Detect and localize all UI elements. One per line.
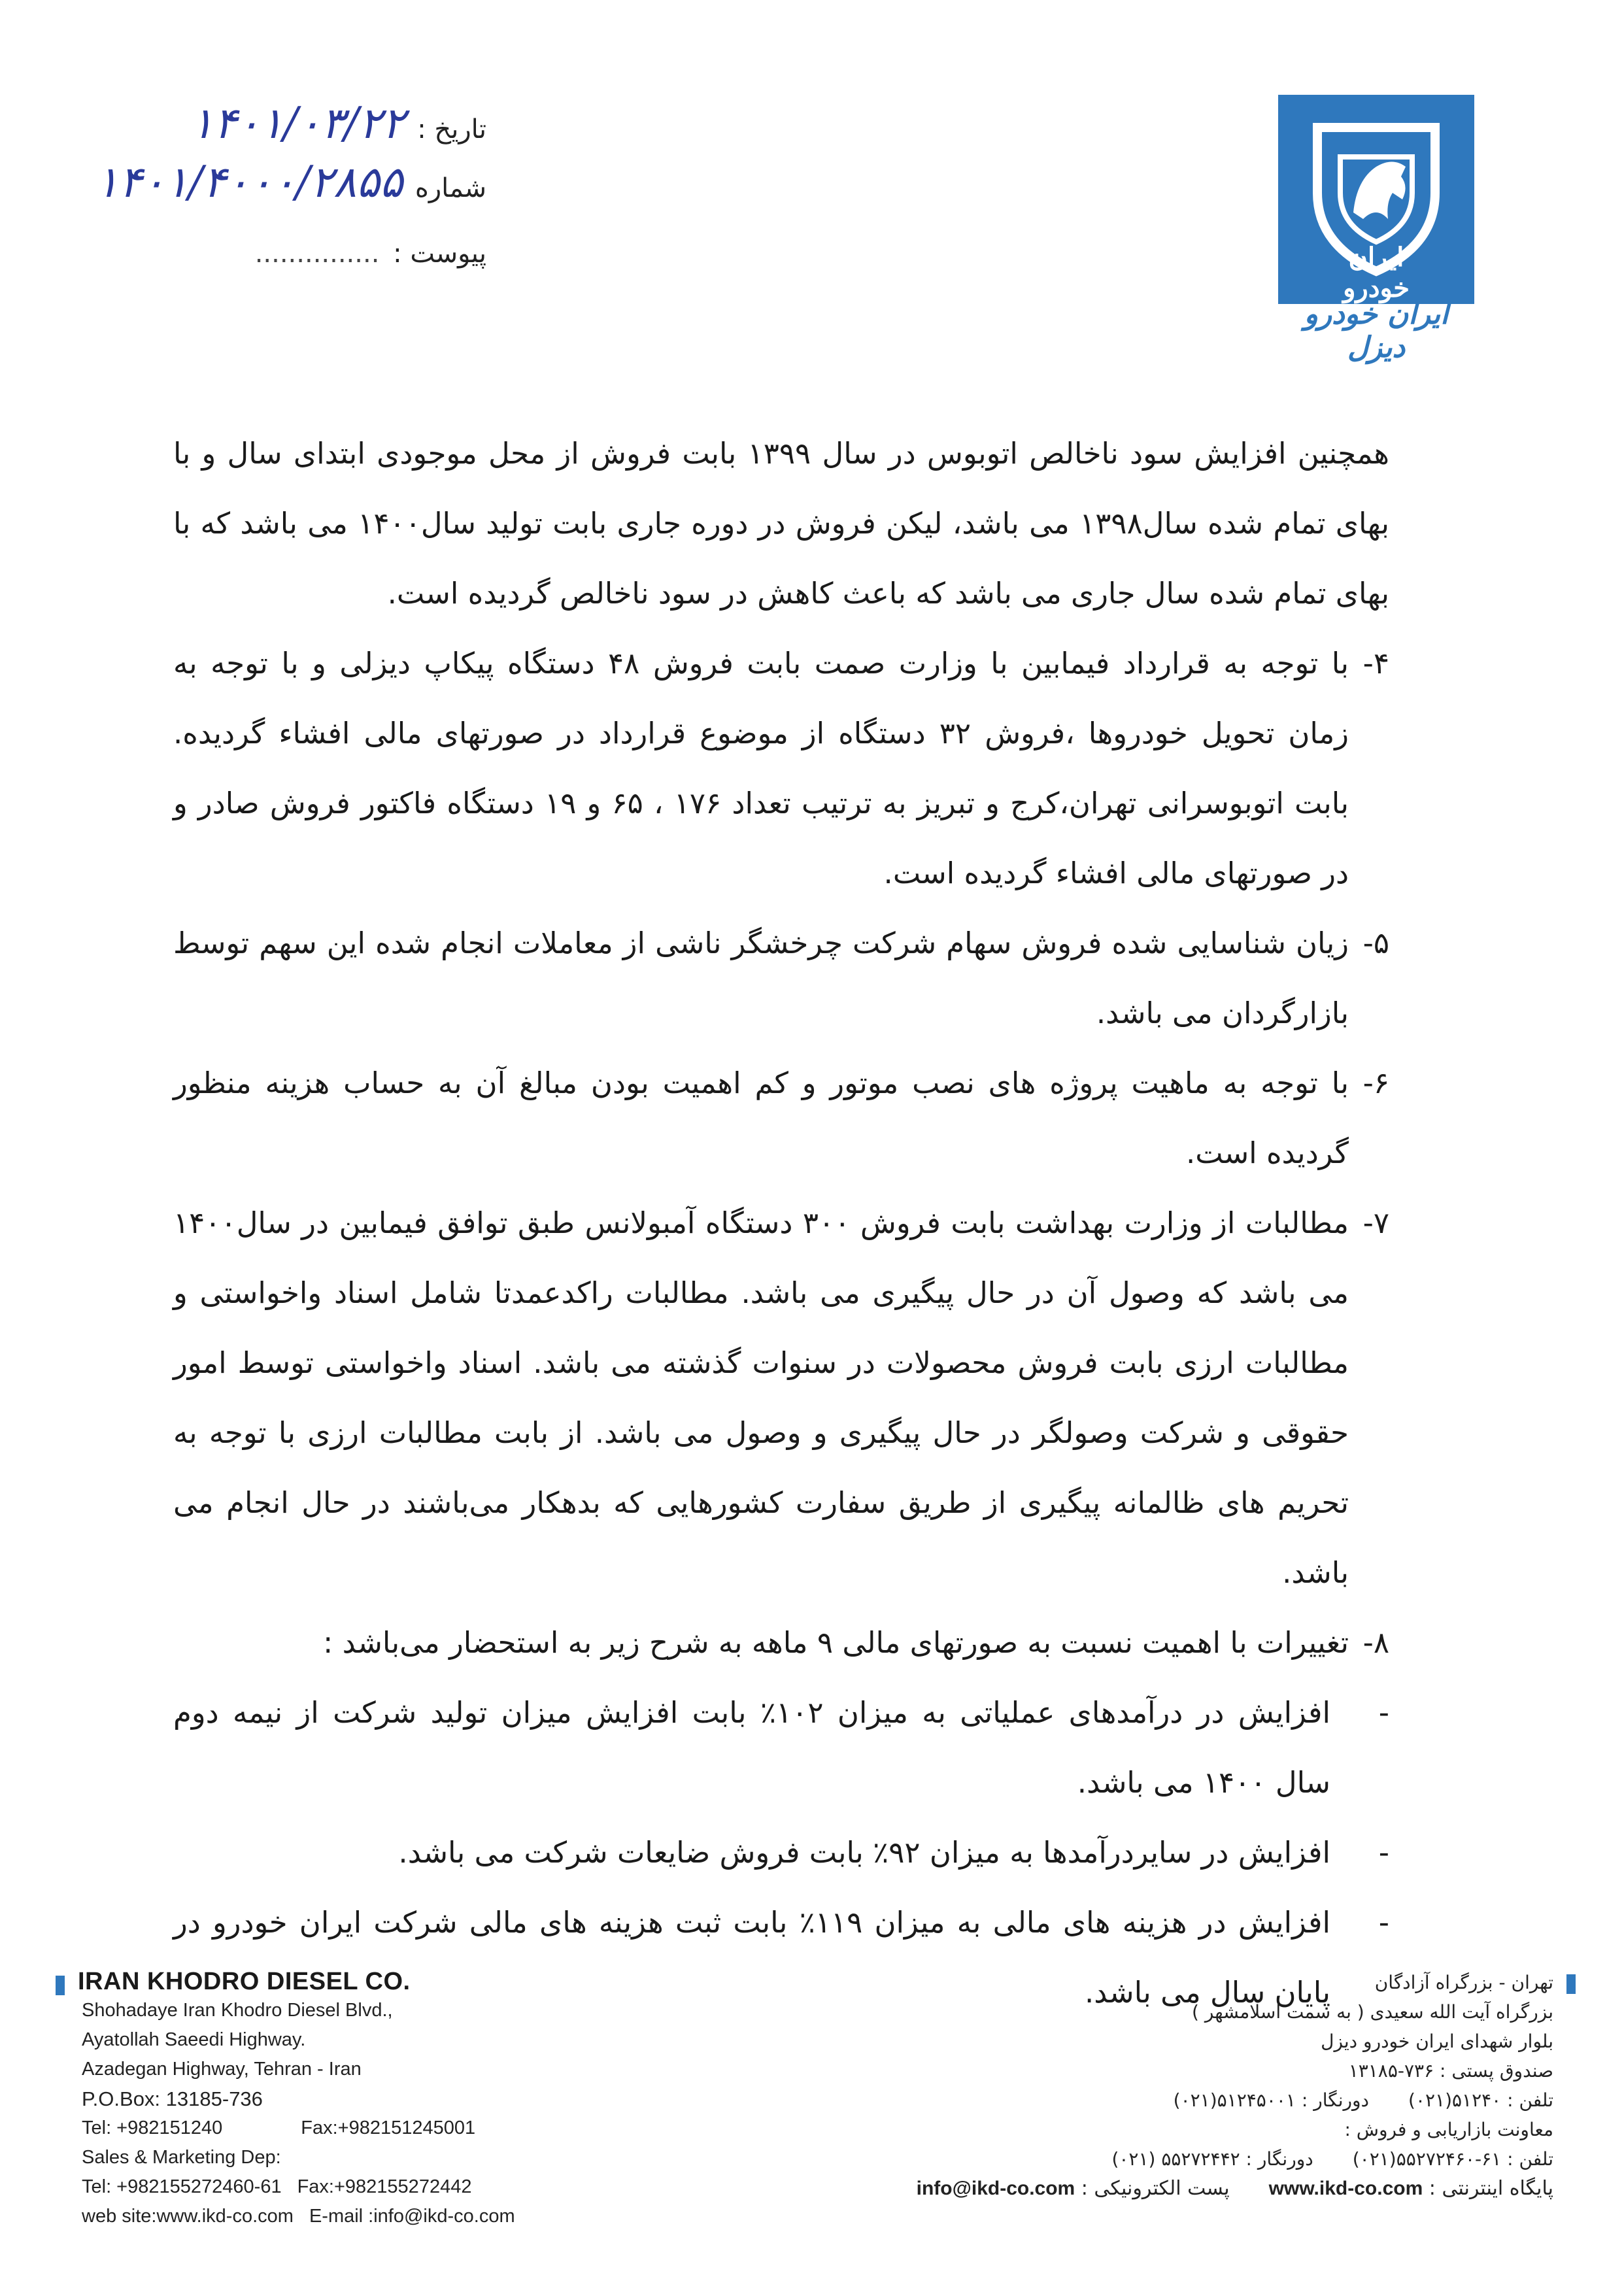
- footer-address-3: Azadegan Highway, Tehran - Iran: [82, 2059, 362, 2080]
- list-item-4: [173, 628, 1389, 908]
- footer-tel-fax: [56, 2114, 644, 2143]
- footer-fa-address-2: بزرگراه آیت الله سعیدی ( به سمت اسلامشهر ): [1192, 2001, 1553, 2023]
- footer-fax: Fax:+982151245001: [301, 2117, 476, 2138]
- footer-website[interactable]: web site:www.ikd-co.com: [82, 2206, 294, 2227]
- footer-fa-email-label: پست الکترونیکی :: [1081, 2177, 1230, 2200]
- date-row: [190, 98, 486, 148]
- attachment-row: [255, 239, 486, 269]
- footer-address-1: Shohadaye Iran Khodro Diesel Blvd.,: [82, 2000, 393, 2021]
- attachment-label: پیوست :: [393, 239, 486, 269]
- footer-email[interactable]: E-mail :info@ikd-co.com: [309, 2206, 515, 2227]
- sub-item: [173, 1678, 1389, 1817]
- footer-tel: Tel: +982151240: [82, 2117, 223, 2138]
- footer-fa-sales-fax: دورنگار : ۵۵۲۷۲۴۴۲ (۰۲۱): [1111, 2148, 1313, 2170]
- number-label: شماره: [414, 173, 486, 203]
- item-number: ۷-: [1362, 1206, 1389, 1240]
- item-number: ۵-: [1362, 926, 1389, 960]
- footer-sales-contact: [56, 2172, 644, 2202]
- footer-fa-sales-label: معاونت بازاریابی و فروش :: [1344, 2119, 1553, 2140]
- list-item-5: [173, 908, 1389, 1048]
- footer-fa-line-1: [850, 1968, 1576, 1997]
- sub-item-dash: -: [1378, 1905, 1389, 1940]
- footer-accent-bar: [1566, 1974, 1576, 1994]
- item-text: مطالبات از وزارت بهداشت بابت فروش ۳۰۰ دستگاه آمبولانس طبق توافق فیمابین در سال۱۴۰۰ می باشد که وصول آن در حال پیگیری می باشد. مطالبات راکدعمدتا شامل اسناد واخواستی و مطالبات ارزی بابت فروش محصولات در سنوات گذشته می باشد. اسناد واخواستی توسط امور حقوقی و شرکت وصولگر در حال پیگیری و وصول می باشد. از بابت مطالبات ارزی با توجه به تحریم های ظالمانه پیگیری از طریق سفارت کشورهایی که بدهکار می‌باشند در حال انجام می باشد.: [173, 1206, 1349, 1590]
- footer-fa-tel-fax: [850, 2085, 1576, 2115]
- footer-fa-tel: تلفن : ۵۱۲۴۰(۰۲۱): [1408, 2089, 1553, 2111]
- footer-fa-email[interactable]: info@ikd-co.com: [916, 2178, 1075, 2199]
- list-item-8: [173, 1608, 1389, 1678]
- footer-fa-sales-tel: تلفن : ۶۱-۵۵۲۷۲۴۶۰(۰۲۱): [1352, 2148, 1553, 2170]
- item-text: تغییرات با اهمیت نسبت به صورتهای مالی ۹ ماهه به شرح زیر به استحضار می‌باشد :: [323, 1625, 1349, 1660]
- footer-fa-website[interactable]: www.ikd-co.com: [1268, 2178, 1423, 2199]
- sub-item-dash: -: [1378, 1695, 1389, 1730]
- item-text: زیان شناسایی شده فروش سهام شرکت چرخشگر ناشی از معاملات انجام شده این سهم توسط بازارگردان می باشد.: [173, 926, 1349, 1030]
- sub-item: [173, 1817, 1389, 1887]
- number-value: ۱۴۰۱/۴۰۰۰/۲۸۵۵: [95, 157, 403, 207]
- list-item-6: [173, 1048, 1389, 1188]
- intro-paragraph: همچنین افزایش سود ناخالص اتوبوس در سال ۱۳۹۹ بابت فروش از محل موجودی ابتدای سال و با بهای تمام شده سال۱۳۹۸ می باشد، لیکن فروش در دوره جاری بابت تولید سال۱۴۰۰ می باشد که با بهای تمام شده سال جاری می باشد که باعث کاهش در سود ناخالص گردیده است.: [173, 436, 1390, 611]
- footer-english: [56, 1968, 644, 2231]
- attachment-value: ...............: [254, 239, 380, 269]
- item-text: با توجه به ماهیت پروژه های نصب موتور و کم اهمیت بودن مبالغ آن به حساب هزینه منظور گردیده است.: [173, 1066, 1349, 1170]
- item-text: با توجه به قرارداد فیمابین با وزارت صمت بابت فروش ۴۸ دستگاه پیکاپ دیزلی و با توجه به زمان تحویل خودروها ،فروش ۳۲ دستگاه از موضوع قرارداد در صورتهای مالی افشاء گردیده. بابت اتوبوسرانی تهران،کرج و تبریز به ترتیب تعداد ۱۷۶ ، ۶۵ و ۱۹ دستگاه فاکتور فروش صادر و در صورتهای مالی افشاء گردیده است.: [173, 646, 1349, 890]
- sub-item-text: افزایش در هزینه های مالی به میزان ۱۱۹٪ بابت ثبت هزینه های مالی شرکت ایران خودرو در پایان سال می باشد.: [173, 1905, 1330, 2010]
- item-number: ۸-: [1362, 1625, 1389, 1660]
- sub-item-text: افزایش در درآمدهای عملیاتی به میزان ۱۰۲٪ بابت افزایش میزان تولید شرکت از نیمه دوم سال ۱۴۰۰ می باشد.: [173, 1695, 1330, 1800]
- letter-body: [173, 418, 1389, 2027]
- footer-fa-pobox: صندوق پستی : ۷۳۶-۱۳۱۸۵: [1348, 2060, 1553, 2082]
- item-number: ۶-: [1362, 1066, 1389, 1100]
- date-value: ۱۴۰۱/۰۳/۲۲: [190, 98, 405, 148]
- number-row: [95, 157, 486, 207]
- footer-fa-email-group: [917, 2174, 1230, 2203]
- footer-fa-address-1: تهران - بزرگراه آزادگان: [1374, 1972, 1553, 1993]
- item-number: ۴-: [1362, 646, 1389, 681]
- sub-item-dash: -: [1378, 1835, 1389, 1870]
- footer-fa-address-3: بلوار شهدای ایران خودرو دیزل: [1321, 2031, 1553, 2052]
- footer-pobox: P.O.Box: 13185-736: [82, 2087, 263, 2110]
- footer-fa-web-email: [850, 2174, 1576, 2203]
- footer-sales-fax: Fax:+982155272442: [297, 2176, 472, 2197]
- footer-fa-website-group: [1269, 2174, 1553, 2203]
- logo-subtitle: ایران خودرو دیزل: [1304, 297, 1449, 364]
- list-item-7: [173, 1188, 1389, 1608]
- footer-sales-label: Sales & Marketing Dep:: [82, 2147, 281, 2168]
- sub-item-text: افزایش در سایردرآمدها به میزان ۹۲٪ بابت فروش ضایعات شرکت می باشد.: [398, 1835, 1330, 1870]
- footer-fa-fax: دورنگار : ۵۱۲۴۵۰۰۱(۰۲۱): [1173, 2089, 1370, 2111]
- footer-web-email: [56, 2202, 644, 2231]
- footer-fa-sales-contact: [850, 2144, 1576, 2174]
- footer-address-2: Ayatollah Saeedi Highway.: [82, 2029, 306, 2050]
- footer-sales-tel: Tel: +982155272460-61: [82, 2176, 282, 2197]
- footer-fa-website-label: پایگاه اینترنتی :: [1429, 2177, 1553, 2200]
- footer-persian: [850, 1968, 1576, 2203]
- logo-wordmark: ایران خودرو: [1343, 242, 1410, 303]
- date-label: تاریخ :: [417, 114, 486, 144]
- footer-company-name: IRAN KHODRO DIESEL CO.: [56, 1968, 644, 1996]
